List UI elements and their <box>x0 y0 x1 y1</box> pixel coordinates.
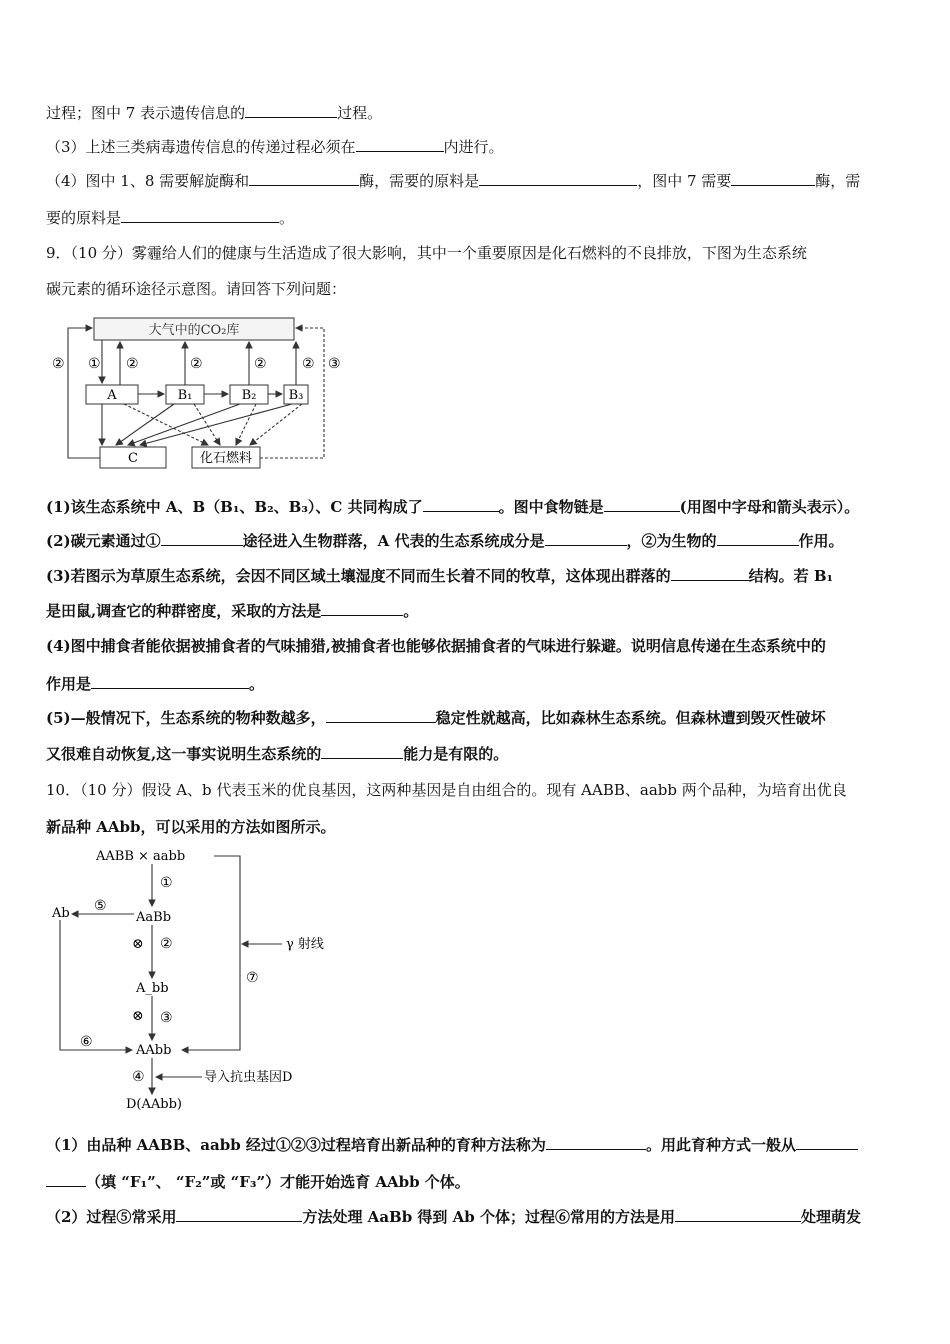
q9-text: (2)碳元素通过① <box>46 532 161 550</box>
q10-heading-2: 新品种 AAbb，可以采用的方法如图所示。 <box>46 818 336 836</box>
q10-sub-1 <box>46 1135 858 1155</box>
q8-text: 酶，需要的原料是 <box>359 172 480 190</box>
q9-sub-2 <box>46 531 844 551</box>
label-B3: B₃ <box>288 388 304 403</box>
q9-text: 是田鼠,调查它的种群密度，采取的方法是 <box>46 602 322 620</box>
q10-sub-2 <box>46 1207 861 1227</box>
path-2-B1-label: ② <box>190 356 203 372</box>
label-fossil-fuel: 化石燃料 <box>199 451 253 466</box>
AaBb-label: AaBb <box>136 910 172 925</box>
q9-sub-3-cont <box>46 601 418 621</box>
label-B2: B₂ <box>241 388 257 403</box>
answer-blank[interactable] <box>321 601 403 616</box>
self-cross-2-icon: ⊗ <box>132 936 144 952</box>
cross-label: AABB × aabb <box>96 849 186 864</box>
q10-text: （1）由品种 AABB、aabb 经过①②③过程培育出新品种的育种方法称为 <box>46 1136 546 1154</box>
answer-blank[interactable] <box>245 103 337 118</box>
q9-text: 。 <box>403 602 419 620</box>
answer-blank[interactable] <box>46 1172 86 1187</box>
answer-blank[interactable] <box>249 171 359 186</box>
carbon-cycle-diagram <box>44 312 354 474</box>
answer-blank[interactable] <box>604 497 680 512</box>
q8-text: （4）图中 1、8 需要解旋酶和 <box>46 172 250 190</box>
answer-blank[interactable] <box>321 744 403 759</box>
step-2-label: ② <box>160 936 173 952</box>
AAbb-label: AAbb <box>136 1043 172 1058</box>
q9-text: 作用。 <box>798 532 844 550</box>
step-6-label: ⑥ <box>80 1034 93 1050</box>
q8-text: 过程；图中 7 表示遗传信息的 <box>46 104 246 122</box>
path-2-A-label: ② <box>126 356 139 372</box>
q9-text: 作用是 <box>46 675 92 693</box>
q9-text: 稳定性就越高，比如森林生态系统。但森林遭到毁灭性破坏 <box>435 709 826 727</box>
answer-blank[interactable] <box>479 171 637 186</box>
q10-text: 方法处理 AaBb 得到 Ab 个体；过程⑥常用的方法是用 <box>302 1208 675 1226</box>
q9-heading-2: 碳元素的循环途径示意图。请回答下列问题： <box>46 280 347 298</box>
q9-text: ，②为生物的 <box>626 532 717 550</box>
q9-text: 。图中食物链是 <box>498 498 604 516</box>
q9-sub-5 <box>46 708 826 728</box>
q9-sub-5-cont <box>46 744 508 764</box>
q8-line-2 <box>46 137 504 157</box>
breeding-diagram <box>44 842 344 1114</box>
answer-blank[interactable] <box>717 531 799 546</box>
q8-text: 过程。 <box>337 104 383 122</box>
q10-text: （2）过程⑤常采用 <box>46 1208 177 1226</box>
step-5-label: ⑤ <box>94 898 107 914</box>
Ab-label: Ab <box>52 906 70 921</box>
q9-heading: 9．（10 分）雾霾给人们的健康与生活造成了很大影响，其中一个重要原因是化石燃料的不良排放，下图为生态系统 <box>46 244 807 262</box>
q9-sub-1 <box>46 497 859 517</box>
q10-sub-1-cont <box>46 1172 470 1192</box>
q9-text: (用图中字母和箭头表示）。 <box>679 498 860 516</box>
q9-text: (5)—般情况下，生态系统的物种数越多， <box>46 709 326 727</box>
q8-text: ，图中 7 需要 <box>637 172 732 190</box>
q9-sub-4-cont <box>46 674 264 694</box>
q8-line-1 <box>46 103 382 123</box>
path-2-B2-label: ② <box>254 356 267 372</box>
path-2-B3-label: ② <box>302 356 315 372</box>
answer-blank[interactable] <box>545 531 627 546</box>
D-label: D(AAbb) <box>126 1097 182 1112</box>
q8-text: 酶，需 <box>815 172 861 190</box>
q9-text: 又很难自动恢复,这一事实说明生态系统的 <box>46 745 322 763</box>
answer-blank[interactable] <box>675 1207 801 1222</box>
answer-blank[interactable] <box>546 1135 646 1150</box>
self-cross-3-icon: ⊗ <box>132 1008 144 1024</box>
path-3-label: ③ <box>328 356 341 372</box>
answer-blank[interactable] <box>121 208 279 223</box>
q10-text: （填 “F₁”、 “F₂”或 “F₃”）才能开始选育 AAbb 个体。 <box>86 1173 470 1191</box>
q10-text: 处理萌发 <box>801 1208 862 1226</box>
answer-blank[interactable] <box>176 1207 302 1222</box>
label-C: C <box>128 451 138 466</box>
step-4-label: ④ <box>132 1069 145 1085</box>
q10-text: 。用此育种方式一般从 <box>645 1136 796 1154</box>
answer-blank[interactable] <box>161 531 243 546</box>
q9-text: (3)若图示为草原生态系统，会因不同区域土壤湿度不同而生长着不同的牧草，这体现出群落的 <box>46 567 671 585</box>
path-1-label: ① <box>88 356 101 372</box>
co2-pool-label: 大气中的CO₂库 <box>148 323 240 338</box>
answer-blank[interactable] <box>356 137 444 152</box>
answer-blank[interactable] <box>671 566 749 581</box>
answer-blank[interactable] <box>326 708 436 723</box>
q8-text: 要的原料是 <box>46 209 122 227</box>
q8-text: （3）上述三类病毒遗传信息的传递过程必须在 <box>46 138 356 156</box>
answer-blank[interactable] <box>731 171 815 186</box>
answer-blank[interactable] <box>796 1135 858 1150</box>
q8-text: 。 <box>279 209 295 227</box>
step-3-label: ③ <box>160 1010 173 1026</box>
q9-text: 途径进入生物群落，A 代表的生态系统成分是 <box>242 532 545 550</box>
gamma-ray-label: γ 射线 <box>286 937 324 952</box>
q9-text: 。 <box>249 675 265 693</box>
answer-blank[interactable] <box>423 497 499 512</box>
step-1-label: ① <box>160 875 173 891</box>
q9-text: 能力是有限的。 <box>403 745 509 763</box>
q8-line-4 <box>46 208 294 228</box>
q9-sub-3 <box>46 566 833 586</box>
q9-text: 结构。若 B₁ <box>748 567 834 585</box>
q10-heading: 10．（10 分）假设 A、b 代表玉米的优良基因，这两种基因是自由组合的。现有 AABB、aabb 两个品种，为培育出优良 <box>46 781 847 799</box>
Abb-label: A_bb <box>136 981 169 996</box>
q8-line-3 <box>46 171 860 191</box>
insect-gene-label: 导入抗虫基因D <box>204 1070 293 1085</box>
q8-text: 内进行。 <box>443 138 504 156</box>
q9-sub-4: (4)图中捕食者能依据被捕食者的气味捕猎,被捕食者也能够依据捕食者的气味进行躲避。说明信息传递在生态系统中的 <box>46 637 826 655</box>
answer-blank[interactable] <box>91 674 249 689</box>
q9-text: (1)该生态系统中 A、B（B₁、B₂、B₃）、C 共同构成了 <box>46 498 423 516</box>
path-2-left-label: ② <box>52 356 65 372</box>
label-B1: B₁ <box>177 388 193 403</box>
label-A: A <box>107 388 117 403</box>
step-7-label: ⑦ <box>246 970 259 986</box>
